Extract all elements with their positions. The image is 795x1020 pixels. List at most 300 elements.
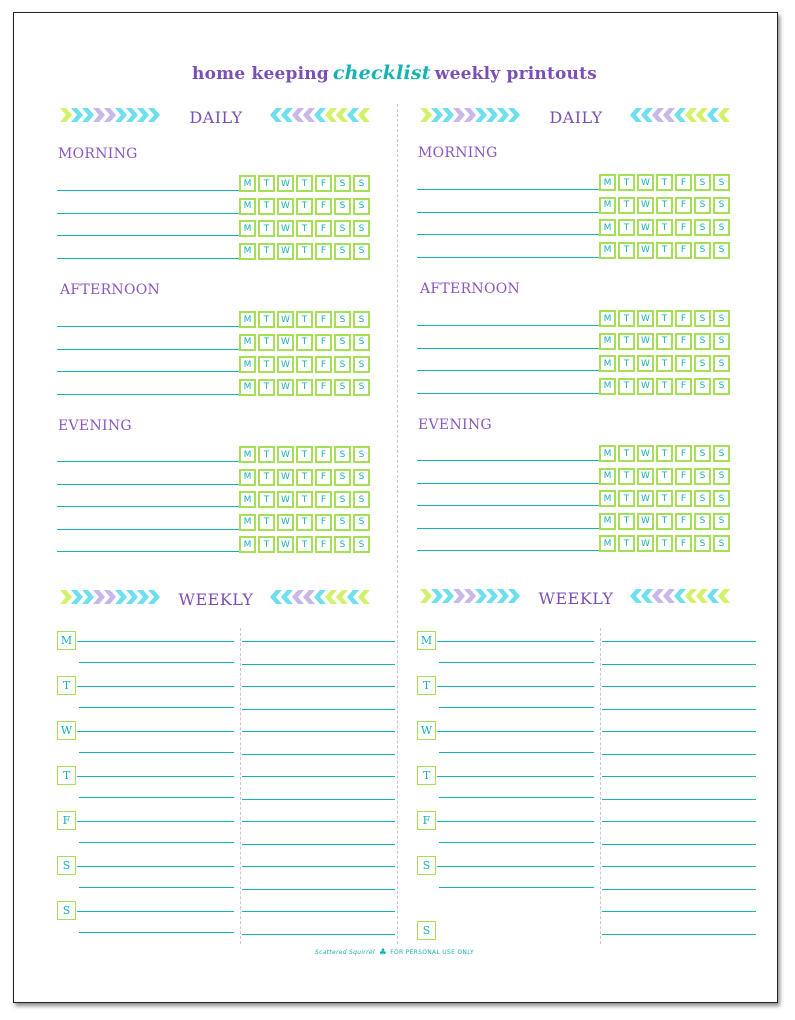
weekly-task-line[interactable] xyxy=(437,641,594,642)
notes-line[interactable] xyxy=(242,686,395,687)
day-checkbox[interactable] xyxy=(713,174,730,191)
weekly-task-line[interactable] xyxy=(79,797,234,798)
day-checkbox[interactable] xyxy=(277,446,294,463)
weekly-task-line[interactable] xyxy=(439,887,594,888)
day-checkbox[interactable] xyxy=(334,175,351,192)
day-checkbox[interactable] xyxy=(334,220,351,237)
day-checkbox[interactable] xyxy=(277,379,294,396)
weekly-task-line[interactable] xyxy=(437,776,594,777)
day-checkbox[interactable] xyxy=(713,242,730,259)
day-checkbox[interactable] xyxy=(656,468,673,485)
notes-line[interactable] xyxy=(242,754,395,755)
day-checkbox[interactable] xyxy=(656,378,673,395)
day-checkbox[interactable] xyxy=(713,490,730,507)
day-checkbox[interactable] xyxy=(656,242,673,259)
notes-line[interactable] xyxy=(602,799,756,800)
day-checkbox[interactable] xyxy=(694,310,711,327)
day-checkbox[interactable] xyxy=(239,491,256,508)
task-line[interactable] xyxy=(417,460,599,461)
day-checkbox[interactable] xyxy=(618,219,635,236)
day-checkbox[interactable] xyxy=(353,243,370,260)
day-checkbox[interactable] xyxy=(618,445,635,462)
day-checkbox[interactable] xyxy=(656,355,673,372)
day-checkbox[interactable] xyxy=(334,379,351,396)
day-checkbox[interactable] xyxy=(239,446,256,463)
day-checkbox[interactable] xyxy=(296,198,313,215)
day-checkbox[interactable] xyxy=(296,536,313,553)
task-line[interactable] xyxy=(57,326,239,327)
day-checkbox[interactable] xyxy=(315,469,332,486)
day-checkbox[interactable] xyxy=(353,379,370,396)
chevron-shape xyxy=(696,108,708,122)
day-checkbox[interactable] xyxy=(239,536,256,553)
day-checkbox[interactable] xyxy=(618,174,635,191)
task-line[interactable] xyxy=(57,371,239,372)
day-checkbox[interactable] xyxy=(258,379,275,396)
day-checkbox[interactable] xyxy=(277,514,294,531)
day-checkbox[interactable] xyxy=(713,197,730,214)
day-checkbox[interactable] xyxy=(694,197,711,214)
day-checkbox[interactable] xyxy=(334,491,351,508)
day-letter: S xyxy=(695,334,710,349)
day-checkbox[interactable] xyxy=(315,536,332,553)
day-checkbox[interactable] xyxy=(239,243,256,260)
day-checkbox[interactable] xyxy=(675,333,692,350)
day-checkbox[interactable] xyxy=(637,310,654,327)
day-checkbox[interactable] xyxy=(258,491,275,508)
day-checkbox[interactable] xyxy=(258,514,275,531)
day-checkbox[interactable] xyxy=(334,243,351,260)
day-checkbox[interactable] xyxy=(277,491,294,508)
day-checkbox[interactable] xyxy=(675,535,692,552)
day-checkbox[interactable] xyxy=(599,445,616,462)
day-checkbox[interactable] xyxy=(277,243,294,260)
day-checkbox[interactable] xyxy=(599,468,616,485)
day-letter: W xyxy=(638,356,653,371)
day-checkbox[interactable] xyxy=(675,174,692,191)
day-checkbox[interactable] xyxy=(239,334,256,351)
day-checkbox[interactable] xyxy=(353,469,370,486)
task-row xyxy=(57,333,374,353)
day-checkbox[interactable] xyxy=(353,198,370,215)
notes-line[interactable] xyxy=(242,776,395,777)
day-checkbox[interactable] xyxy=(618,355,635,372)
banner-label: DAILY xyxy=(189,108,243,127)
day-checkbox[interactable] xyxy=(258,536,275,553)
day-checkbox[interactable] xyxy=(713,513,730,530)
task-line[interactable] xyxy=(57,394,239,395)
chevron-left-icon xyxy=(270,107,375,127)
notes-line[interactable] xyxy=(602,754,756,755)
day-letter: F xyxy=(316,199,331,214)
weekly-task-line[interactable] xyxy=(77,686,234,687)
weekly-task-line[interactable] xyxy=(439,707,594,708)
task-line[interactable] xyxy=(57,213,239,214)
day-checkbox[interactable] xyxy=(334,356,351,373)
day-checkbox[interactable] xyxy=(599,242,616,259)
task-line[interactable] xyxy=(417,189,599,190)
day-checkbox[interactable] xyxy=(656,174,673,191)
task-line[interactable] xyxy=(57,461,239,462)
day-checkbox[interactable] xyxy=(656,513,673,530)
day-checkbox[interactable] xyxy=(694,333,711,350)
weekly-task-line[interactable] xyxy=(79,887,234,888)
task-row xyxy=(57,197,374,217)
day-checkbox[interactable] xyxy=(296,356,313,373)
notes-line[interactable] xyxy=(242,866,395,867)
day-checkboxes xyxy=(239,334,370,351)
task-line[interactable] xyxy=(417,234,599,235)
notes-line[interactable] xyxy=(602,664,756,665)
weekly-task-line[interactable] xyxy=(439,842,594,843)
day-checkbox[interactable] xyxy=(656,333,673,350)
day-checkbox[interactable] xyxy=(296,514,313,531)
notes-line[interactable] xyxy=(242,821,395,822)
notes-line[interactable] xyxy=(242,844,395,845)
day-checkbox[interactable] xyxy=(618,310,635,327)
day-checkbox[interactable] xyxy=(599,535,616,552)
task-line[interactable] xyxy=(417,212,599,213)
day-checkbox[interactable] xyxy=(258,356,275,373)
day-checkbox[interactable] xyxy=(675,378,692,395)
day-checkbox[interactable] xyxy=(258,198,275,215)
notes-line[interactable] xyxy=(602,934,756,935)
day-letter: F xyxy=(316,447,331,462)
day-checkbox[interactable] xyxy=(239,514,256,531)
day-checkbox[interactable] xyxy=(713,333,730,350)
day-letter: S xyxy=(335,199,350,214)
day-checkbox[interactable] xyxy=(353,334,370,351)
day-checkbox[interactable] xyxy=(334,446,351,463)
day-checkbox[interactable] xyxy=(239,356,256,373)
day-checkbox[interactable] xyxy=(656,445,673,462)
day-checkbox[interactable] xyxy=(277,469,294,486)
day-checkbox[interactable] xyxy=(599,197,616,214)
day-checkbox[interactable] xyxy=(637,490,654,507)
day-checkbox[interactable] xyxy=(599,333,616,350)
task-row xyxy=(417,444,734,464)
day-checkbox[interactable] xyxy=(637,445,654,462)
day-checkbox[interactable] xyxy=(694,355,711,372)
day-letter: S xyxy=(354,335,369,350)
day-checkbox[interactable] xyxy=(694,174,711,191)
day-checkbox[interactable] xyxy=(599,219,616,236)
day-letter: W xyxy=(638,491,653,506)
day-checkbox[interactable] xyxy=(637,378,654,395)
day-checkbox[interactable] xyxy=(334,469,351,486)
day-checkbox[interactable] xyxy=(637,219,654,236)
task-line[interactable] xyxy=(417,393,599,394)
day-checkbox[interactable] xyxy=(315,446,332,463)
day-checkbox[interactable] xyxy=(239,198,256,215)
day-checkbox[interactable] xyxy=(618,490,635,507)
weekly-task-line[interactable] xyxy=(77,776,234,777)
task-line[interactable] xyxy=(57,551,239,552)
chevron-left-icon xyxy=(270,589,375,609)
day-checkbox[interactable] xyxy=(334,198,351,215)
weekly-task-line[interactable] xyxy=(437,731,594,732)
day-checkbox[interactable] xyxy=(637,355,654,372)
weekly-day-label: S xyxy=(417,921,436,940)
weekly-task-line[interactable] xyxy=(77,821,234,822)
weekly-task-line[interactable] xyxy=(77,641,234,642)
day-checkbox[interactable] xyxy=(694,535,711,552)
day-checkbox[interactable] xyxy=(296,446,313,463)
day-checkbox[interactable] xyxy=(637,174,654,191)
day-checkbox[interactable] xyxy=(599,174,616,191)
day-checkbox[interactable] xyxy=(656,219,673,236)
task-row xyxy=(417,354,734,374)
day-checkbox[interactable] xyxy=(315,356,332,373)
task-line[interactable] xyxy=(417,550,599,551)
day-checkbox[interactable] xyxy=(656,197,673,214)
task-line[interactable] xyxy=(417,483,599,484)
weekly-task-line[interactable] xyxy=(79,662,234,663)
day-checkbox[interactable] xyxy=(315,243,332,260)
task-line[interactable] xyxy=(57,506,239,507)
day-checkbox[interactable] xyxy=(334,536,351,553)
notes-line[interactable] xyxy=(242,911,395,912)
day-checkbox[interactable] xyxy=(694,445,711,462)
day-checkbox[interactable] xyxy=(637,242,654,259)
day-checkbox[interactable] xyxy=(277,334,294,351)
day-checkbox[interactable] xyxy=(239,220,256,237)
task-line[interactable] xyxy=(417,257,599,258)
day-checkbox[interactable] xyxy=(353,491,370,508)
day-letter: W xyxy=(638,469,653,484)
day-letter: W xyxy=(278,199,293,214)
day-checkbox[interactable] xyxy=(637,513,654,530)
day-checkbox[interactable] xyxy=(694,219,711,236)
day-checkbox[interactable] xyxy=(599,490,616,507)
day-checkbox[interactable] xyxy=(637,468,654,485)
day-checkbox[interactable] xyxy=(315,311,332,328)
day-checkbox[interactable] xyxy=(277,536,294,553)
notes-line[interactable] xyxy=(602,866,756,867)
day-checkbox[interactable] xyxy=(713,468,730,485)
weekly-task-line[interactable] xyxy=(79,842,234,843)
day-letter: S xyxy=(714,491,729,506)
day-checkboxes xyxy=(239,198,370,215)
notes-line[interactable] xyxy=(602,889,756,890)
day-letter: M xyxy=(600,220,615,235)
weekly-task-line[interactable] xyxy=(439,797,594,798)
notes-line[interactable] xyxy=(602,731,756,732)
weekly-task-line[interactable] xyxy=(439,662,594,663)
notes-line[interactable] xyxy=(602,776,756,777)
day-letter: T xyxy=(657,175,672,190)
day-checkbox[interactable] xyxy=(637,197,654,214)
day-checkbox[interactable] xyxy=(296,491,313,508)
weekly-task-line[interactable] xyxy=(439,752,594,753)
weekly-task-line[interactable] xyxy=(77,866,234,867)
day-checkbox[interactable] xyxy=(277,311,294,328)
day-checkbox[interactable] xyxy=(694,490,711,507)
day-checkbox[interactable] xyxy=(334,311,351,328)
day-checkbox[interactable] xyxy=(599,355,616,372)
day-checkbox[interactable] xyxy=(315,220,332,237)
day-checkbox[interactable] xyxy=(315,379,332,396)
notes-line[interactable] xyxy=(602,821,756,822)
day-checkbox[interactable] xyxy=(258,220,275,237)
notes-line[interactable] xyxy=(602,686,756,687)
day-checkbox[interactable] xyxy=(675,197,692,214)
task-line[interactable] xyxy=(57,235,239,236)
day-checkbox[interactable] xyxy=(675,445,692,462)
day-checkbox[interactable] xyxy=(618,468,635,485)
task-line[interactable] xyxy=(57,349,239,350)
day-checkbox[interactable] xyxy=(713,310,730,327)
day-checkbox[interactable] xyxy=(656,490,673,507)
day-checkboxes xyxy=(599,445,730,462)
task-line[interactable] xyxy=(57,190,239,191)
day-checkbox[interactable] xyxy=(618,333,635,350)
day-checkbox[interactable] xyxy=(637,333,654,350)
day-checkbox[interactable] xyxy=(618,513,635,530)
day-checkbox[interactable] xyxy=(353,536,370,553)
weekly-task-line[interactable] xyxy=(77,731,234,732)
chevron-shape xyxy=(641,108,653,122)
day-checkbox[interactable] xyxy=(618,535,635,552)
day-checkbox[interactable] xyxy=(315,175,332,192)
weekly-column-divider xyxy=(600,628,601,944)
day-checkbox[interactable] xyxy=(296,311,313,328)
day-checkbox[interactable] xyxy=(353,175,370,192)
notes-line[interactable] xyxy=(242,664,395,665)
task-line[interactable] xyxy=(57,529,239,530)
chevron-shape xyxy=(325,590,337,604)
weekly-task-line[interactable] xyxy=(77,911,234,912)
weekly-task-line[interactable] xyxy=(437,866,594,867)
notes-line[interactable] xyxy=(602,911,756,912)
day-checkbox[interactable] xyxy=(353,311,370,328)
day-checkbox[interactable] xyxy=(713,355,730,372)
day-checkbox[interactable] xyxy=(599,378,616,395)
day-letter: S xyxy=(335,335,350,350)
day-checkbox[interactable] xyxy=(277,220,294,237)
day-checkbox[interactable] xyxy=(258,334,275,351)
task-line[interactable] xyxy=(417,370,599,371)
day-letter: F xyxy=(316,335,331,350)
task-line[interactable] xyxy=(417,348,599,349)
task-line[interactable] xyxy=(57,258,239,259)
notes-line[interactable] xyxy=(602,844,756,845)
day-checkbox[interactable] xyxy=(599,513,616,530)
day-checkbox[interactable] xyxy=(656,310,673,327)
day-checkbox[interactable] xyxy=(675,219,692,236)
day-checkbox[interactable] xyxy=(296,220,313,237)
day-checkbox[interactable] xyxy=(353,446,370,463)
day-checkbox[interactable] xyxy=(334,334,351,351)
day-checkbox[interactable] xyxy=(618,378,635,395)
weekly-task-line[interactable] xyxy=(79,752,234,753)
day-checkbox[interactable] xyxy=(258,446,275,463)
day-letter: T xyxy=(297,244,312,259)
day-checkbox[interactable] xyxy=(258,311,275,328)
day-checkbox[interactable] xyxy=(258,469,275,486)
chevron-shape xyxy=(652,589,664,603)
day-letter: T xyxy=(259,492,274,507)
day-checkbox[interactable] xyxy=(258,175,275,192)
day-checkbox[interactable] xyxy=(713,219,730,236)
day-checkbox[interactable] xyxy=(675,242,692,259)
day-checkbox[interactable] xyxy=(296,334,313,351)
task-line[interactable] xyxy=(417,505,599,506)
task-line[interactable] xyxy=(57,484,239,485)
day-checkbox[interactable] xyxy=(599,310,616,327)
day-checkbox[interactable] xyxy=(713,445,730,462)
day-checkbox[interactable] xyxy=(694,513,711,530)
day-checkbox[interactable] xyxy=(618,242,635,259)
day-checkbox[interactable] xyxy=(694,468,711,485)
notes-line[interactable] xyxy=(242,799,395,800)
day-checkbox[interactable] xyxy=(675,310,692,327)
day-checkbox[interactable] xyxy=(675,513,692,530)
day-letter: T xyxy=(297,335,312,350)
day-checkbox[interactable] xyxy=(315,198,332,215)
day-checkbox[interactable] xyxy=(353,514,370,531)
day-checkbox[interactable] xyxy=(694,242,711,259)
day-checkbox[interactable] xyxy=(277,175,294,192)
day-checkbox[interactable] xyxy=(277,356,294,373)
weekly-task-line[interactable] xyxy=(79,932,234,933)
day-checkbox[interactable] xyxy=(296,379,313,396)
notes-line[interactable] xyxy=(242,709,395,710)
day-letter: S xyxy=(335,447,350,462)
day-checkbox[interactable] xyxy=(637,535,654,552)
day-checkbox[interactable] xyxy=(618,197,635,214)
day-checkbox[interactable] xyxy=(239,311,256,328)
day-checkbox[interactable] xyxy=(315,514,332,531)
weekly-task-line[interactable] xyxy=(79,707,234,708)
day-checkbox[interactable] xyxy=(334,514,351,531)
day-checkbox[interactable] xyxy=(353,356,370,373)
notes-line[interactable] xyxy=(242,889,395,890)
day-checkbox[interactable] xyxy=(713,378,730,395)
day-checkbox[interactable] xyxy=(713,535,730,552)
day-checkbox[interactable] xyxy=(258,243,275,260)
day-checkbox[interactable] xyxy=(353,220,370,237)
chevron-shape xyxy=(707,589,719,603)
day-letter: M xyxy=(600,334,615,349)
day-checkbox[interactable] xyxy=(296,243,313,260)
day-checkbox[interactable] xyxy=(315,491,332,508)
day-checkbox[interactable] xyxy=(239,175,256,192)
task-line[interactable] xyxy=(417,325,599,326)
weekly-task-line[interactable] xyxy=(437,686,594,687)
day-checkbox[interactable] xyxy=(694,378,711,395)
day-checkbox[interactable] xyxy=(315,334,332,351)
day-checkbox[interactable] xyxy=(296,469,313,486)
day-checkbox[interactable] xyxy=(675,468,692,485)
notes-line[interactable] xyxy=(602,709,756,710)
weekly-task-line[interactable] xyxy=(437,821,594,822)
day-checkbox[interactable] xyxy=(656,535,673,552)
day-checkbox[interactable] xyxy=(239,379,256,396)
notes-line[interactable] xyxy=(242,934,395,935)
task-line[interactable] xyxy=(417,528,599,529)
day-checkbox[interactable] xyxy=(675,490,692,507)
notes-line[interactable] xyxy=(242,731,395,732)
day-checkbox[interactable] xyxy=(675,355,692,372)
day-checkbox[interactable] xyxy=(277,198,294,215)
notes-line[interactable] xyxy=(602,641,756,642)
day-letter: M xyxy=(600,356,615,371)
day-checkbox[interactable] xyxy=(239,469,256,486)
day-letter: T xyxy=(619,198,634,213)
day-checkbox[interactable] xyxy=(296,175,313,192)
notes-line[interactable] xyxy=(242,641,395,642)
